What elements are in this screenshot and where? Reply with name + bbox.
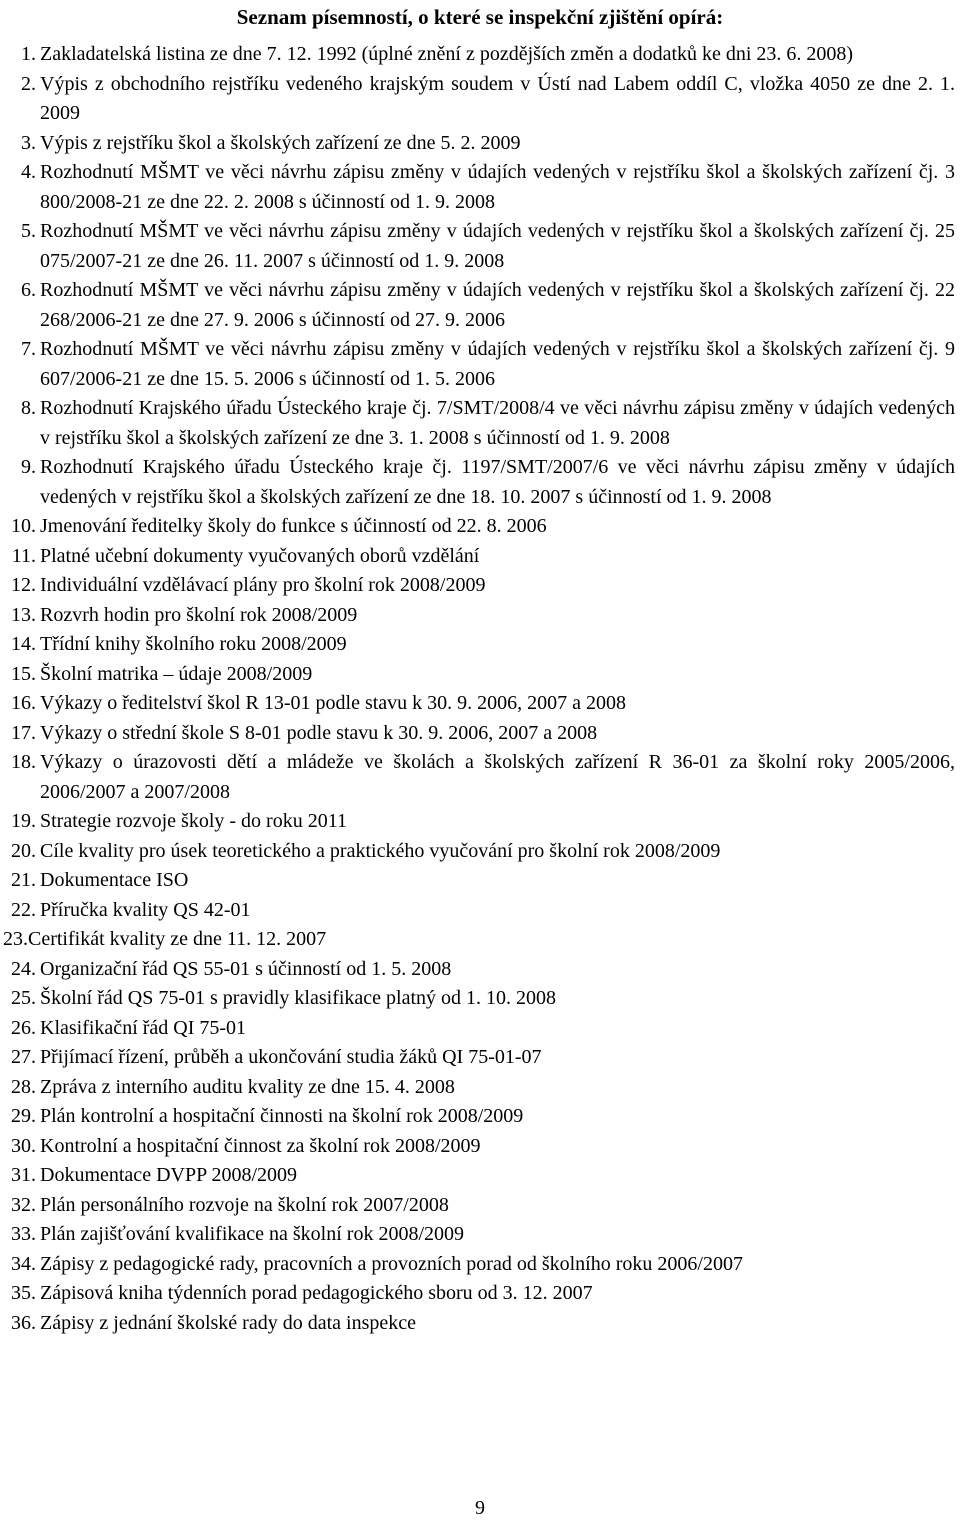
item-text: Rozhodnutí MŠMT ve věci návrhu zápisu změny v údajích vedených v rejstříku škol a školských zařízení čj. 22 268/2006-21 ze dne 27. 9. 2006 s účinností od 27. 9. 2006: [40, 279, 955, 331]
list-item: [0, 837, 960, 867]
list-item: [0, 276, 960, 335]
item-text: Dokumentace DVPP 2008/2009: [40, 1164, 298, 1186]
item-text: Plán kontrolní a hospitační činnosti na školní rok 2008/2009: [40, 1105, 524, 1127]
item-text: Zápisy z pedagogické rady, pracovních a provozních porad od školního roku 2006/2007: [40, 1252, 743, 1275]
item-text: Přijímací řízení, průběh a ukončování studia žáků QI 75-01-07: [40, 1046, 542, 1068]
item-number: 18.: [11, 751, 36, 773]
item-number: 2.: [21, 72, 36, 95]
item-number: 6.: [21, 279, 36, 301]
item-text: Výpis z obchodního rejstříku vedeného krajským soudem v Ústí nad Labem oddíl C, vložka 4050 ze dne 2. 1. 2009: [40, 72, 955, 124]
document-title: Seznam písemností, o které se inspekční zjištění opírá:: [236, 5, 724, 29]
list-item: [0, 542, 960, 572]
item-text: Rozhodnutí MŠMT ve věci návrhu zápisu změny v údajích vedených v rejstříku škol a školských zařízení čj. 25 075/2007-21 ze dne 26. 11. 2007 s účinností od 1. 9. 2008: [40, 220, 955, 272]
list-item: [0, 896, 960, 926]
item-text: Zpráva z interního auditu kvality ze dne 15. 4. 2008: [40, 1075, 455, 1098]
item-number: 7.: [21, 338, 36, 360]
document-list: [0, 40, 960, 1338]
item-text: Cíle kvality pro úsek teoretického a praktického vyučování pro školní rok 2008/2009: [40, 839, 721, 862]
list-item: [0, 1220, 960, 1250]
item-text: Organizační řád QS 55-01 s účinností od 1. 5. 2008: [40, 957, 452, 980]
item-number: 27.: [11, 1046, 36, 1068]
list-item: [0, 40, 960, 70]
item-text: Školní matrika – údaje 2008/2009: [40, 662, 313, 685]
item-number: 13.: [11, 603, 36, 626]
item-text: Plán zajišťování kvalifikace na školní rok 2008/2009: [40, 1223, 465, 1245]
list-item: [0, 748, 960, 807]
list-item: [0, 1250, 960, 1280]
item-text: Rozhodnutí MŠMT ve věci návrhu zápisu změny v údajích vedených v rejstříku škol a školských zařízení čj. 9 607/2006-21 ze dne 15. 5. 2006 s účinností od 1. 5. 2006: [40, 338, 955, 390]
item-number: 9.: [21, 456, 36, 478]
item-text: Rozvrh hodin pro školní rok 2008/2009: [40, 603, 358, 626]
item-text: Klasifikační řád QI 75-01: [40, 1016, 247, 1039]
list-item: [0, 335, 960, 394]
list-item: [0, 630, 960, 660]
list-item: [0, 1191, 960, 1221]
item-number: 29.: [11, 1105, 36, 1127]
item-text: Třídní knihy školního roku 2008/2009: [40, 633, 347, 655]
item-text: Výkazy o střední škole S 8-01 podle stavu k 30. 9. 2006, 2007 a 2008: [40, 721, 598, 744]
list-item: [0, 512, 960, 542]
list-item: [0, 1043, 960, 1073]
list-item: [0, 1102, 960, 1132]
list-item: [0, 719, 960, 749]
list-item: [0, 866, 960, 896]
item-number: 14.: [11, 633, 36, 655]
list-item: [0, 601, 960, 631]
item-number: 21.: [11, 869, 36, 891]
list-item: [0, 158, 960, 217]
item-text: Rozhodnutí MŠMT ve věci návrhu zápisu změny v údajích vedených v rejstříku škol a školských zařízení čj. 3 800/2008-21 ze dne 22. 2. 2008 s účinností od 1. 9. 2008: [40, 161, 955, 213]
item-text: Výkazy o úrazovosti dětí a mládeže ve školách a školských zařízení R 36-01 za školní roky 2005/2006, 2006/2007 a 2007/2008: [40, 751, 955, 803]
item-text: Výpis z rejstříku škol a školských zařízení ze dne 5. 2. 2009: [40, 131, 521, 154]
list-item: [0, 1279, 960, 1309]
item-text: Zápisy z jednání školské rady do data inspekce: [40, 1311, 416, 1334]
item-number: 16.: [11, 692, 36, 714]
item-number: 1.: [21, 43, 36, 65]
item-text: Platné učební dokumenty vyučovaných oborů vzdělání: [40, 544, 480, 567]
item-number: 4.: [21, 161, 36, 183]
item-number: 5.: [21, 220, 36, 242]
list-item: [0, 955, 960, 985]
list-item: [0, 129, 960, 159]
list-item: [0, 1014, 960, 1044]
item-text: Zakladatelská listina ze dne 7. 12. 1992 (úplné znění z pozdějších změn a dodatků ke dni 23. 6. 2008): [40, 43, 854, 65]
item-number: 28.: [11, 1075, 36, 1098]
item-number: 32.: [11, 1193, 36, 1216]
item-text: Strategie rozvoje školy - do roku 2011: [40, 810, 347, 832]
list-item: [0, 1073, 960, 1103]
list-item: [0, 571, 960, 601]
item-text: Jmenování ředitelky školy do funkce s účinností od 22. 8. 2006: [40, 515, 547, 537]
list-item: [0, 984, 960, 1014]
item-text: Výkazy o ředitelství škol R 13-01 podle stavu k 30. 9. 2006, 2007 a 2008: [40, 692, 627, 714]
item-text: Dokumentace ISO: [40, 869, 189, 891]
item-text: Rozhodnutí Krajského úřadu Ústeckého kraje čj. 1197/SMT/2007/6 ve věci návrhu zápisu změny v údajích vedených v rejstříku škol a školských zařízení ze dne 18. 10. 2007 s účinností od 1. 9. 2008: [40, 456, 955, 508]
item-number: 11.: [11, 544, 36, 567]
list-item: [0, 394, 960, 453]
list-item: [0, 217, 960, 276]
item-number: 31.: [11, 1164, 36, 1186]
item-number: 33.: [11, 1223, 36, 1245]
list-item: [0, 807, 960, 837]
item-number: 25.: [11, 987, 36, 1009]
item-text: Rozhodnutí Krajského úřadu Ústeckého kraje čj. 7/SMT/2008/4 ve věci návrhu zápisu změny v údajích vedených v rejstříku škol a školských zařízení ze dne 3. 1. 2008 s účinností od 1. 9. 2008: [40, 397, 955, 449]
list-item: [0, 660, 960, 690]
item-number: 24.: [11, 957, 36, 980]
list-item: [0, 689, 960, 719]
item-text: Zápisová kniha týdenních porad pedagogického sboru od 3. 12. 2007: [40, 1282, 593, 1304]
list-item: [0, 70, 960, 129]
item-number: 34.: [11, 1252, 36, 1275]
list-item: [0, 1161, 960, 1191]
item-text: Plán personálního rozvoje na školní rok 2007/2008: [40, 1193, 449, 1216]
list-item: [0, 1132, 960, 1162]
item-number: 22.: [11, 898, 36, 921]
item-number: 8.: [21, 397, 36, 419]
item-text: Příručka kvality QS 42-01: [40, 898, 251, 921]
item-number: 23.: [3, 928, 28, 950]
page-number: 9: [475, 1497, 485, 1519]
list-item: [0, 1309, 960, 1339]
item-text: Školní řád QS 75-01 s pravidly klasifikace platný od 1. 10. 2008: [40, 987, 557, 1009]
list-item: [0, 453, 960, 512]
item-text: Kontrolní a hospitační činnost za školní rok 2008/2009: [40, 1134, 481, 1157]
item-number: 20.: [11, 839, 36, 862]
item-text: Certifikát kvality ze dne 11. 12. 2007: [28, 928, 327, 950]
item-text: Individuální vzdělávací plány pro školní rok 2008/2009: [40, 574, 486, 596]
item-number: 30.: [11, 1134, 36, 1157]
item-number: 17.: [11, 721, 36, 744]
item-number: 12.: [11, 574, 36, 596]
item-number: 35.: [11, 1282, 36, 1304]
item-number: 10.: [11, 515, 36, 537]
item-number: 19.: [11, 810, 36, 832]
list-item: [0, 925, 960, 955]
item-number: 15.: [11, 662, 36, 685]
item-number: 26.: [11, 1016, 36, 1039]
item-number: 36.: [11, 1311, 36, 1334]
item-number: 3.: [21, 131, 36, 154]
